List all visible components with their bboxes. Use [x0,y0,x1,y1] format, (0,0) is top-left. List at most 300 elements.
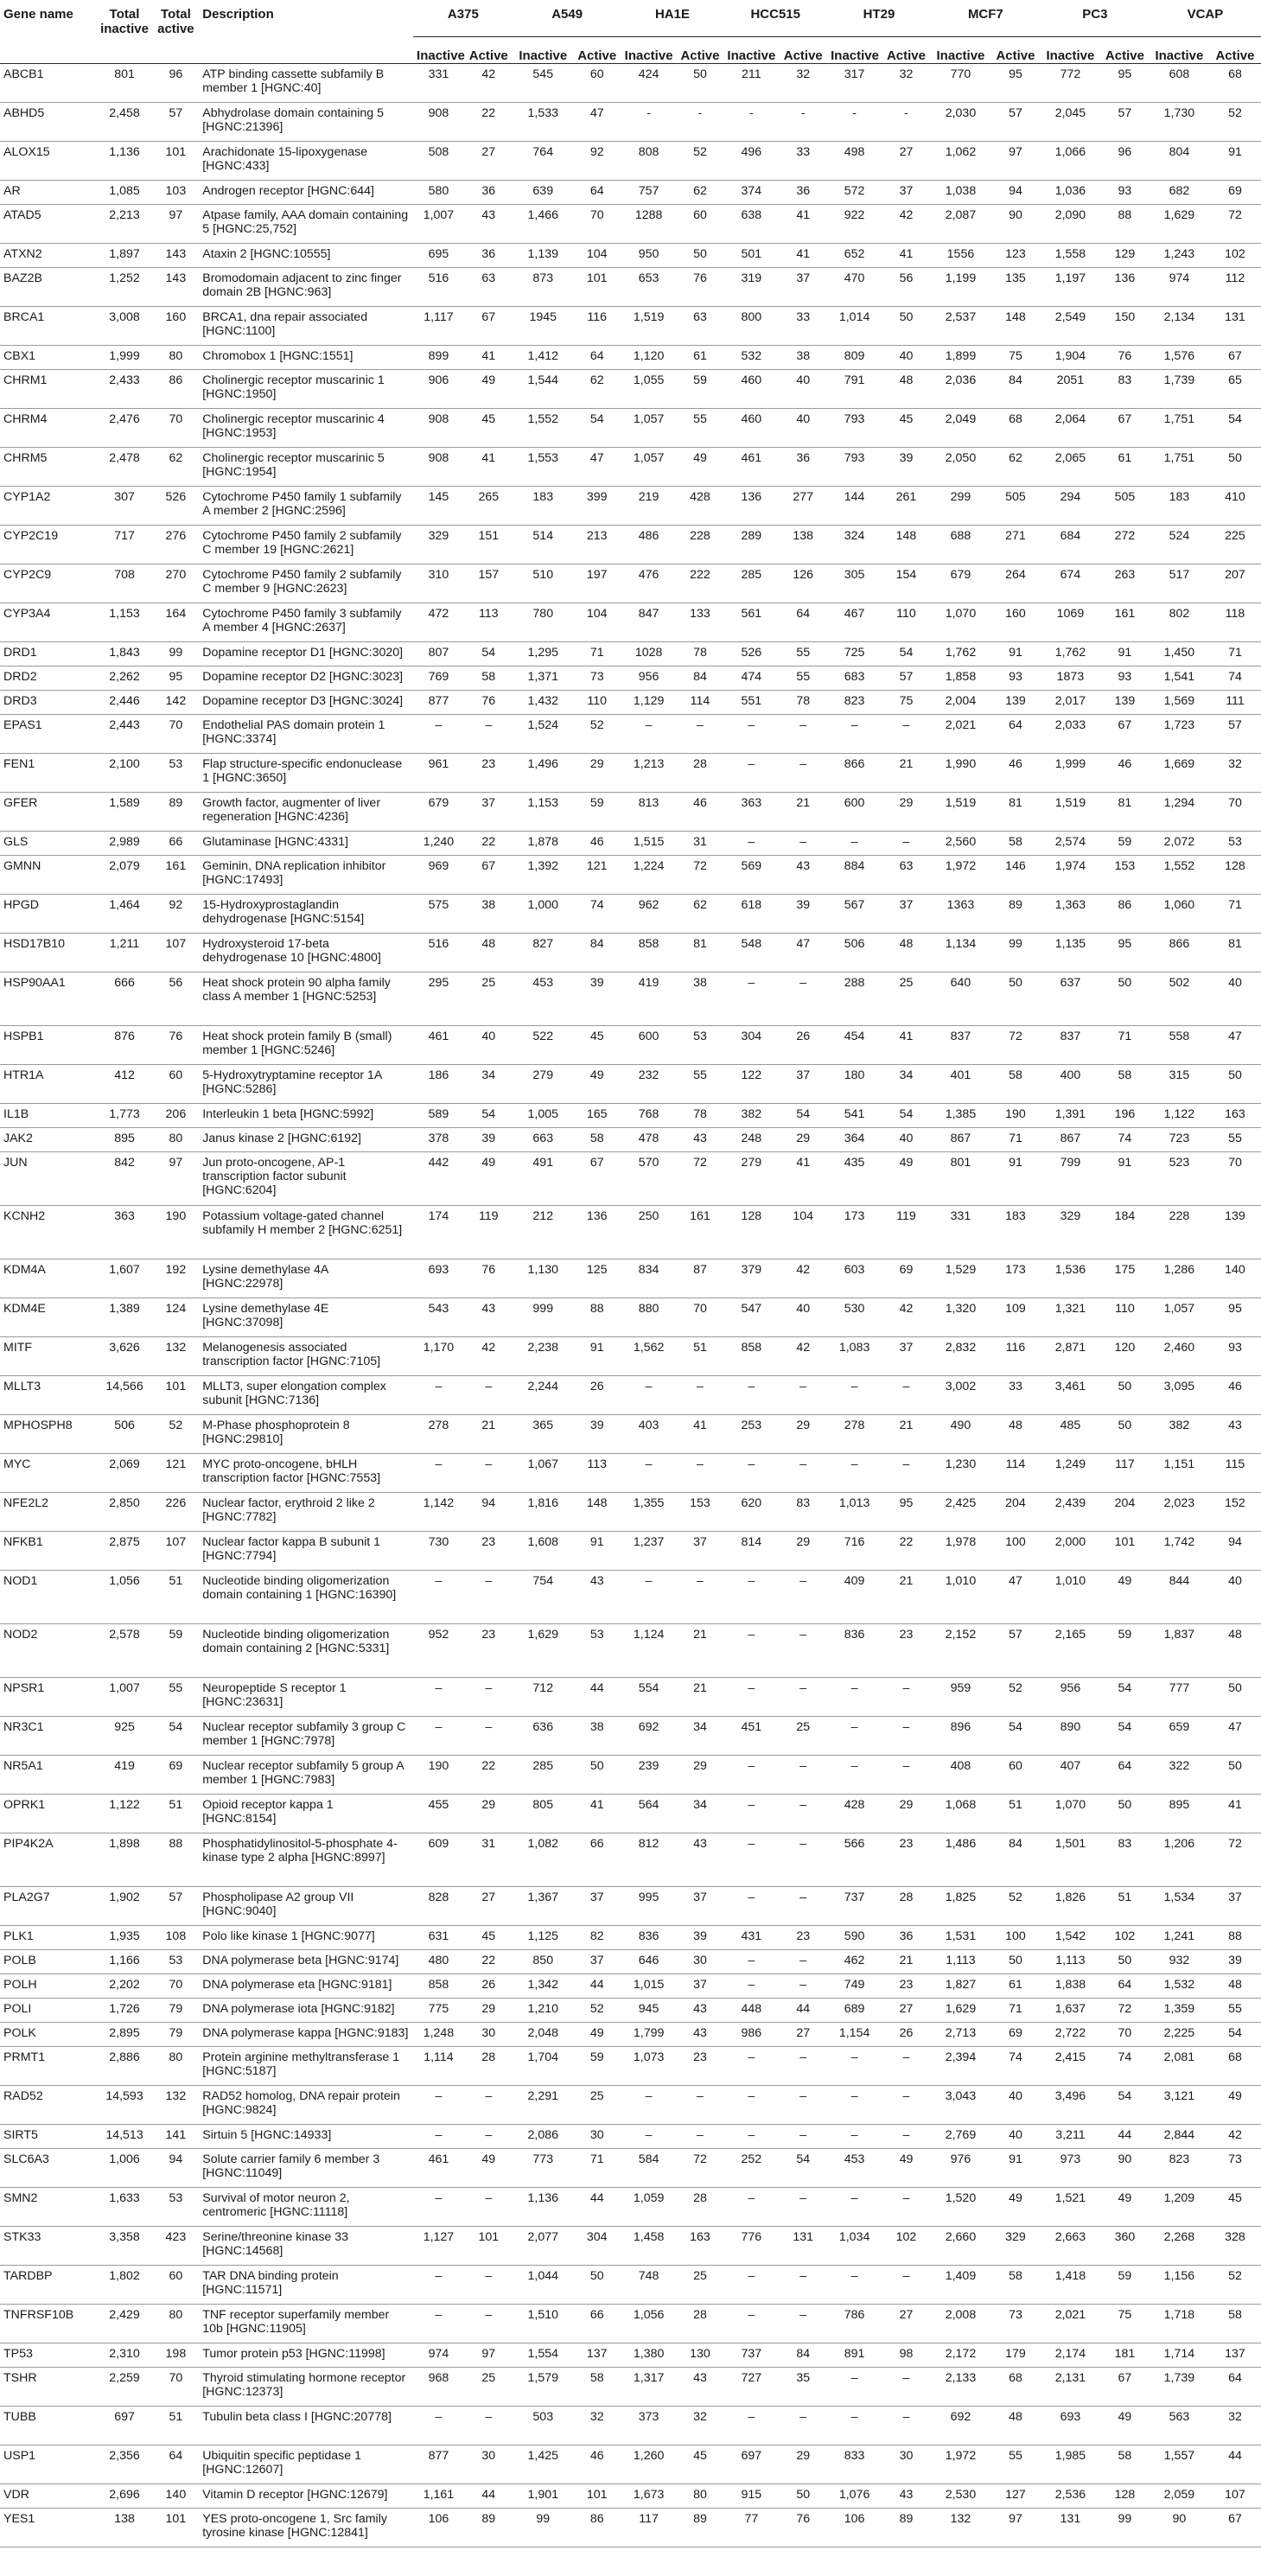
a375-inactive-cell: 906 [413,369,464,408]
hcc515-inactive-cell: 532 [723,345,779,369]
ht29-inactive-cell: – [827,1716,882,1755]
gene-name-cell: CHRM4 [0,408,97,447]
mcf7-active-cell: 40 [990,2124,1041,2148]
description-cell: DNA polymerase eta [HGNC:9181] [199,1973,413,1998]
a549-active-cell: 101 [573,2484,621,2508]
ha1e-active-cell: 78 [677,1103,724,1127]
pc3-active-cell: 51 [1100,1886,1150,1925]
vcap-active-cell: 44 [1209,2445,1261,2484]
a549-inactive-cell: 754 [513,1570,573,1623]
a549-active-cell: 50 [573,2265,621,2304]
pc3-active-cell: 263 [1100,564,1150,603]
vcap-active-cell: 54 [1209,408,1261,447]
mcf7-active-cell: 51 [990,1794,1041,1833]
mcf7-inactive-cell: 688 [931,525,990,564]
hcc515-active-cell: 55 [779,641,827,666]
ht29-inactive-cell: 566 [827,1833,882,1886]
ha1e-inactive-cell: 232 [621,1064,677,1103]
table-row [0,792,1261,831]
mcf7-inactive-cell: 1,070 [931,603,990,641]
ha1e-inactive-cell: – [621,1375,677,1414]
ht29-active-cell: 43 [882,2484,931,2508]
ht29-inactive-cell: 470 [827,267,882,306]
vcap-active-cell: 65 [1209,369,1261,408]
a375-active-cell: 37 [464,792,513,831]
mcf7-inactive-cell: 2,133 [931,2367,990,2406]
ht29-active-cell: 95 [882,1492,931,1531]
ht29-inactive-cell: 683 [827,666,882,690]
ht29-inactive-cell: 324 [827,525,882,564]
gene-name-cell: POLI [0,1998,97,2022]
table-row [0,2343,1261,2367]
total-active-cell: 143 [153,243,200,267]
hcc515-active-cell: – [779,1570,827,1623]
ha1e-active-cell: 80 [677,2484,724,2508]
vcap-active-cell: 67 [1209,2508,1261,2547]
description-cell: MYC proto-oncogene, bHLH transcription factor [HGNC:7553] [199,1453,413,1492]
gene-name-cell: ATAD5 [0,204,97,243]
ha1e-active-cell: 30 [677,1949,724,1973]
pc3-active-cell: 117 [1100,1453,1150,1492]
ht29-inactive-cell: 1,083 [827,1336,882,1375]
ht29-active-cell: 119 [882,1205,931,1259]
total-inactive-cell: 1,773 [97,1103,153,1127]
mcf7-active-cell: 81 [990,792,1041,831]
vcap-active-cell: 328 [1209,2226,1261,2265]
mcf7-active-cell: 64 [990,714,1041,753]
pc3-inactive-cell: 400 [1041,1064,1100,1103]
ht29-active-cell: – [882,2406,931,2445]
ht29-inactive-cell: 689 [827,1998,882,2022]
total-inactive-cell: 138 [97,2508,153,2547]
group-header-mcf7: MCF7 [931,0,1041,36]
description-cell: Lysine demethylase 4E [HGNC:37098] [199,1298,413,1336]
hcc515-active-cell: 126 [779,564,827,603]
hcc515-inactive-cell: – [723,2085,779,2124]
ha1e-active-cell: - [677,102,724,141]
mcf7-inactive-cell: 1,529 [931,1259,990,1298]
vcap-inactive-cell: 2,460 [1150,1336,1209,1375]
ha1e-active-cell: – [677,1570,724,1623]
a549-active-cell: 58 [573,1127,621,1151]
description-cell: Polo like kinase 1 [HGNC:9077] [199,1925,413,1949]
ht29-inactive-cell: 786 [827,2304,882,2343]
gene-name-cell: CYP2C19 [0,525,97,564]
ha1e-active-cell: 53 [677,1025,724,1064]
a375-active-cell: 76 [464,690,513,714]
ha1e-inactive-cell: 812 [621,1833,677,1886]
total-active-cell: 108 [153,1925,200,1949]
vcap-active-cell: 48 [1209,1623,1261,1677]
ht29-active-cell: - [882,102,931,141]
mcf7-active-cell: 72 [990,1025,1041,1064]
ha1e-inactive-cell: 1,057 [621,447,677,486]
description-cell: Cholinergic receptor muscarinic 4 [HGNC:1953] [199,408,413,447]
vcap-active-cell: 52 [1209,102,1261,141]
vcap-inactive-cell: 2,225 [1150,2022,1209,2046]
total-active-cell: 95 [153,666,200,690]
table-row [0,447,1261,486]
subheader-active: Active [1100,36,1150,63]
a375-inactive-cell: – [413,714,464,753]
vcap-inactive-cell: 1,557 [1150,2445,1209,2484]
vcap-active-cell: 152 [1209,1492,1261,1531]
pc3-inactive-cell: 973 [1041,2148,1100,2187]
total-inactive-cell: 2,446 [97,690,153,714]
subheader-inactive: Inactive [931,36,990,63]
hcc515-active-cell: – [779,1623,827,1677]
mcf7-active-cell: 100 [990,1925,1041,1949]
a375-inactive-cell: 775 [413,1998,464,2022]
mcf7-active-cell: 148 [990,306,1041,345]
total-inactive-cell: 1,153 [97,603,153,641]
gene-name-cell: POLH [0,1973,97,1998]
a549-inactive-cell: 1,067 [513,1453,573,1492]
total-active-cell: 142 [153,690,200,714]
total-inactive-cell: 697 [97,2406,153,2445]
a375-inactive-cell: 807 [413,641,464,666]
mcf7-active-cell: 505 [990,486,1041,525]
ht29-active-cell: 29 [882,792,931,831]
total-active-cell: 55 [153,1677,200,1716]
hcc515-inactive-cell: – [723,1973,779,1998]
total-inactive-cell: 2,895 [97,2022,153,2046]
a375-inactive-cell: 828 [413,1886,464,1925]
vcap-active-cell: 71 [1209,641,1261,666]
pc3-active-cell: 91 [1100,641,1150,666]
description-cell: Heat shock protein 90 alpha family class A member 1 [HGNC:5253] [199,972,413,1025]
vcap-inactive-cell: 1,206 [1150,1833,1209,1886]
hcc515-inactive-cell: 252 [723,2148,779,2187]
total-active-cell: 121 [153,1453,200,1492]
a375-inactive-cell: 310 [413,564,464,603]
vcap-active-cell: 115 [1209,1453,1261,1492]
gene-name-cell: CHRM5 [0,447,97,486]
total-active-cell: 103 [153,180,200,204]
total-active-cell: 70 [153,2367,200,2406]
a375-inactive-cell: 1,127 [413,2226,464,2265]
a375-active-cell: 265 [464,486,513,525]
vcap-inactive-cell: 823 [1150,2148,1209,2187]
total-inactive-cell: 2,478 [97,447,153,486]
gene-name-cell: CHRM1 [0,369,97,408]
a549-active-cell: 116 [573,306,621,345]
description-cell: Growth factor, augmenter of liver regeneration [HGNC:4236] [199,792,413,831]
table-row [0,564,1261,603]
total-active-cell: 54 [153,1716,200,1755]
table-row [0,1833,1261,1886]
a375-active-cell: 27 [464,141,513,180]
pc3-inactive-cell: 772 [1041,63,1100,102]
ha1e-inactive-cell: – [621,2124,677,2148]
ht29-active-cell: 154 [882,564,931,603]
a549-inactive-cell: 99 [513,2508,573,2547]
hcc515-active-cell: 104 [779,1205,827,1259]
total-inactive-cell: 2,696 [97,2484,153,2508]
a549-active-cell: 67 [573,1151,621,1205]
vcap-inactive-cell: 3,121 [1150,2085,1209,2124]
a375-inactive-cell: 575 [413,894,464,933]
a375-active-cell: 45 [464,1925,513,1949]
table-row [0,933,1261,972]
ht29-active-cell: 36 [882,1925,931,1949]
hcc515-active-cell: 21 [779,792,827,831]
ha1e-inactive-cell: 1,317 [621,2367,677,2406]
ha1e-active-cell: 34 [677,1794,724,1833]
hcc515-active-cell: 78 [779,690,827,714]
total-inactive-cell: 363 [97,1205,153,1259]
mcf7-active-cell: 68 [990,2367,1041,2406]
hcc515-active-cell: – [779,1755,827,1794]
a375-active-cell: – [464,714,513,753]
ha1e-inactive-cell: 950 [621,243,677,267]
vcap-inactive-cell: 1,714 [1150,2343,1209,2367]
total-active-cell: 62 [153,447,200,486]
vcap-active-cell: 74 [1209,666,1261,690]
vcap-inactive-cell: 1,669 [1150,753,1209,792]
gene-name-cell: NOD2 [0,1623,97,1677]
gene-name-cell: CBX1 [0,345,97,369]
description-cell: Chromobox 1 [HGNC:1551] [199,345,413,369]
ha1e-active-cell: 37 [677,1531,724,1570]
hcc515-active-cell: 38 [779,345,827,369]
a549-inactive-cell: 1,554 [513,2343,573,2367]
ht29-inactive-cell: 173 [827,1205,882,1259]
group-header-hcc515: HCC515 [723,0,827,36]
total-inactive-cell: 842 [97,1151,153,1205]
ha1e-inactive-cell: 1,129 [621,690,677,714]
ha1e-active-cell: 50 [677,243,724,267]
mcf7-inactive-cell: 2,530 [931,2484,990,2508]
hcc515-active-cell: - [779,102,827,141]
gene-name-cell: MLLT3 [0,1375,97,1414]
pc3-inactive-cell: 2,722 [1041,2022,1100,2046]
hcc515-active-cell: 36 [779,180,827,204]
ha1e-inactive-cell: 1,124 [621,1623,677,1677]
hcc515-active-cell: 27 [779,2022,827,2046]
table-row [0,369,1261,408]
mcf7-inactive-cell: 2,036 [931,369,990,408]
ht29-active-cell: – [882,1716,931,1755]
ht29-inactive-cell: 1,013 [827,1492,882,1531]
ha1e-inactive-cell: – [621,1453,677,1492]
a549-inactive-cell: 1,496 [513,753,573,792]
a375-inactive-cell: – [413,1375,464,1414]
hcc515-active-cell: – [779,972,827,1025]
a375-active-cell: 29 [464,1998,513,2022]
pc3-active-cell: 136 [1100,267,1150,306]
hcc515-inactive-cell: 800 [723,306,779,345]
mcf7-active-cell: 91 [990,641,1041,666]
a549-inactive-cell: 873 [513,267,573,306]
hcc515-active-cell: 42 [779,1259,827,1298]
ht29-active-cell: 37 [882,180,931,204]
total-active-cell: 80 [153,345,200,369]
table-row [0,1949,1261,1973]
mcf7-inactive-cell: 2,660 [931,2226,990,2265]
total-inactive-cell: 1,898 [97,1833,153,1886]
mcf7-inactive-cell: 1,134 [931,933,990,972]
mcf7-active-cell: 116 [990,1336,1041,1375]
ha1e-inactive-cell: 1,057 [621,408,677,447]
gene-name-cell: PRMT1 [0,2046,97,2085]
total-active-cell: 97 [153,1151,200,1205]
ha1e-inactive-cell: 1,458 [621,2226,677,2265]
ht29-inactive-cell: 793 [827,447,882,486]
vcap-active-cell: 137 [1209,2343,1261,2367]
mcf7-active-cell: 50 [990,972,1041,1025]
vcap-active-cell: 102 [1209,243,1261,267]
group-header-pc3: PC3 [1041,0,1150,36]
description-cell: RAD52 homolog, DNA repair protein [HGNC:9824] [199,2085,413,2124]
gene-name-cell: TUBB [0,2406,97,2445]
a549-inactive-cell: 827 [513,933,573,972]
ht29-inactive-cell: 288 [827,972,882,1025]
pc3-inactive-cell: 956 [1041,1677,1100,1716]
a375-inactive-cell: 1,248 [413,2022,464,2046]
mcf7-inactive-cell: 1,827 [931,1973,990,1998]
a549-inactive-cell: 850 [513,1949,573,1973]
gene-name-cell: HSPB1 [0,1025,97,1064]
total-inactive-cell: 2,213 [97,204,153,243]
ht29-inactive-cell: 467 [827,603,882,641]
a375-active-cell: 43 [464,1298,513,1336]
a375-active-cell: 39 [464,1127,513,1151]
total-inactive-cell: 925 [97,1716,153,1755]
pc3-inactive-cell: 1,249 [1041,1453,1100,1492]
hcc515-active-cell: 29 [779,1414,827,1453]
a549-active-cell: 84 [573,933,621,972]
hcc515-active-cell: – [779,2406,827,2445]
hcc515-active-cell: 55 [779,666,827,690]
header-row-subcolumns [0,36,1261,63]
ha1e-inactive-cell: 1,056 [621,2304,677,2343]
a375-active-cell: – [464,2124,513,2148]
gene-name-cell: GLS [0,831,97,855]
mcf7-active-cell: 93 [990,666,1041,690]
ht29-inactive-cell: – [827,1375,882,1414]
pc3-inactive-cell: 485 [1041,1414,1100,1453]
total-inactive-cell: 1,007 [97,1677,153,1716]
total-inactive-cell: 3,008 [97,306,153,345]
mcf7-inactive-cell: 408 [931,1755,990,1794]
a375-active-cell: 42 [464,63,513,102]
ht29-active-cell: 69 [882,1259,931,1298]
a375-active-cell: 67 [464,306,513,345]
table-row [0,2445,1261,2484]
a549-active-cell: 71 [573,2148,621,2187]
pc3-active-cell: 175 [1100,1259,1150,1298]
group-header-ha1e: HA1E [621,0,724,36]
hcc515-active-cell: 25 [779,1716,827,1755]
table-row [0,1025,1261,1064]
pc3-inactive-cell: 2,017 [1041,690,1100,714]
vcap-active-cell: 93 [1209,1336,1261,1375]
pc3-active-cell: 101 [1100,1531,1150,1570]
ha1e-inactive-cell: 1,673 [621,2484,677,2508]
a375-inactive-cell: 858 [413,1973,464,1998]
total-active-cell: 69 [153,1755,200,1794]
description-cell: Arachidonate 15-lipoxygenase [HGNC:433] [199,141,413,180]
ha1e-active-cell: 23 [677,2046,724,2085]
a549-active-cell: 26 [573,1375,621,1414]
description-cell: Endothelial PAS domain protein 1 [HGNC:3374] [199,714,413,753]
a375-inactive-cell: 769 [413,666,464,690]
hcc515-active-cell: – [779,2085,827,2124]
a375-inactive-cell: 480 [413,1949,464,1973]
ht29-inactive-cell: 1,154 [827,2022,882,2046]
mcf7-inactive-cell: 1,038 [931,180,990,204]
a375-inactive-cell: 1,117 [413,306,464,345]
ht29-active-cell: 37 [882,1336,931,1375]
ht29-active-cell: 148 [882,525,931,564]
a375-active-cell: 22 [464,831,513,855]
ha1e-inactive-cell: 995 [621,1886,677,1925]
mcf7-active-cell: 58 [990,1064,1041,1103]
mcf7-inactive-cell: 770 [931,63,990,102]
mcf7-active-cell: 40 [990,2085,1041,2124]
mcf7-active-cell: 204 [990,1492,1041,1531]
mcf7-inactive-cell: 1,010 [931,1570,990,1623]
ht29-active-cell: 42 [882,204,931,243]
description-cell: Cholinergic receptor muscarinic 5 [HGNC:1954] [199,447,413,486]
vcap-active-cell: 40 [1209,1570,1261,1623]
description-cell: Heat shock protein family B (small) member 1 [HGNC:5246] [199,1025,413,1064]
a375-active-cell: 58 [464,666,513,690]
ha1e-active-cell: 153 [677,1492,724,1531]
pc3-active-cell: 61 [1100,447,1150,486]
pc3-inactive-cell: 693 [1041,2406,1100,2445]
pc3-inactive-cell: 2,415 [1041,2046,1100,2085]
table-row [0,2304,1261,2343]
gene-name-cell: SIRT5 [0,2124,97,2148]
table-row [0,2265,1261,2304]
a375-inactive-cell: 1,240 [413,831,464,855]
pc3-active-cell: 59 [1100,1623,1150,1677]
hcc515-active-cell: – [779,2187,827,2226]
total-active-cell: 53 [153,1949,200,1973]
vcap-inactive-cell: 1,739 [1150,369,1209,408]
a549-active-cell: 30 [573,2124,621,2148]
pc3-active-cell: 91 [1100,1151,1150,1205]
ht29-inactive-cell: 454 [827,1025,882,1064]
total-inactive-cell: 1,464 [97,894,153,933]
mcf7-inactive-cell: 2,030 [931,102,990,141]
vcap-active-cell: 107 [1209,2484,1261,2508]
ha1e-active-cell: 28 [677,2187,724,2226]
mcf7-inactive-cell: 867 [931,1127,990,1151]
mcf7-active-cell: 74 [990,2046,1041,2085]
table-row [0,894,1261,933]
description-cell: Ubiquitin specific peptidase 1 [HGNC:12607] [199,2445,413,2484]
ht29-active-cell: – [882,831,931,855]
mcf7-inactive-cell: 959 [931,1677,990,1716]
total-inactive-cell: 2,202 [97,1973,153,1998]
description-cell: Cytochrome P450 family 3 subfamily A member 4 [HGNC:2637] [199,603,413,641]
total-inactive-cell: 3,626 [97,1336,153,1375]
a549-active-cell: 49 [573,2022,621,2046]
ha1e-inactive-cell: 117 [621,2508,677,2547]
pc3-inactive-cell: 1,974 [1041,855,1100,894]
pc3-active-cell: 50 [1100,972,1150,1025]
a549-active-cell: 46 [573,831,621,855]
ha1e-active-cell: 72 [677,1151,724,1205]
total-inactive-cell: 14,593 [97,2085,153,2124]
hcc515-active-cell: 64 [779,603,827,641]
ha1e-inactive-cell: 478 [621,1127,677,1151]
a549-active-cell: 45 [573,1025,621,1064]
a375-active-cell: 29 [464,1794,513,1833]
